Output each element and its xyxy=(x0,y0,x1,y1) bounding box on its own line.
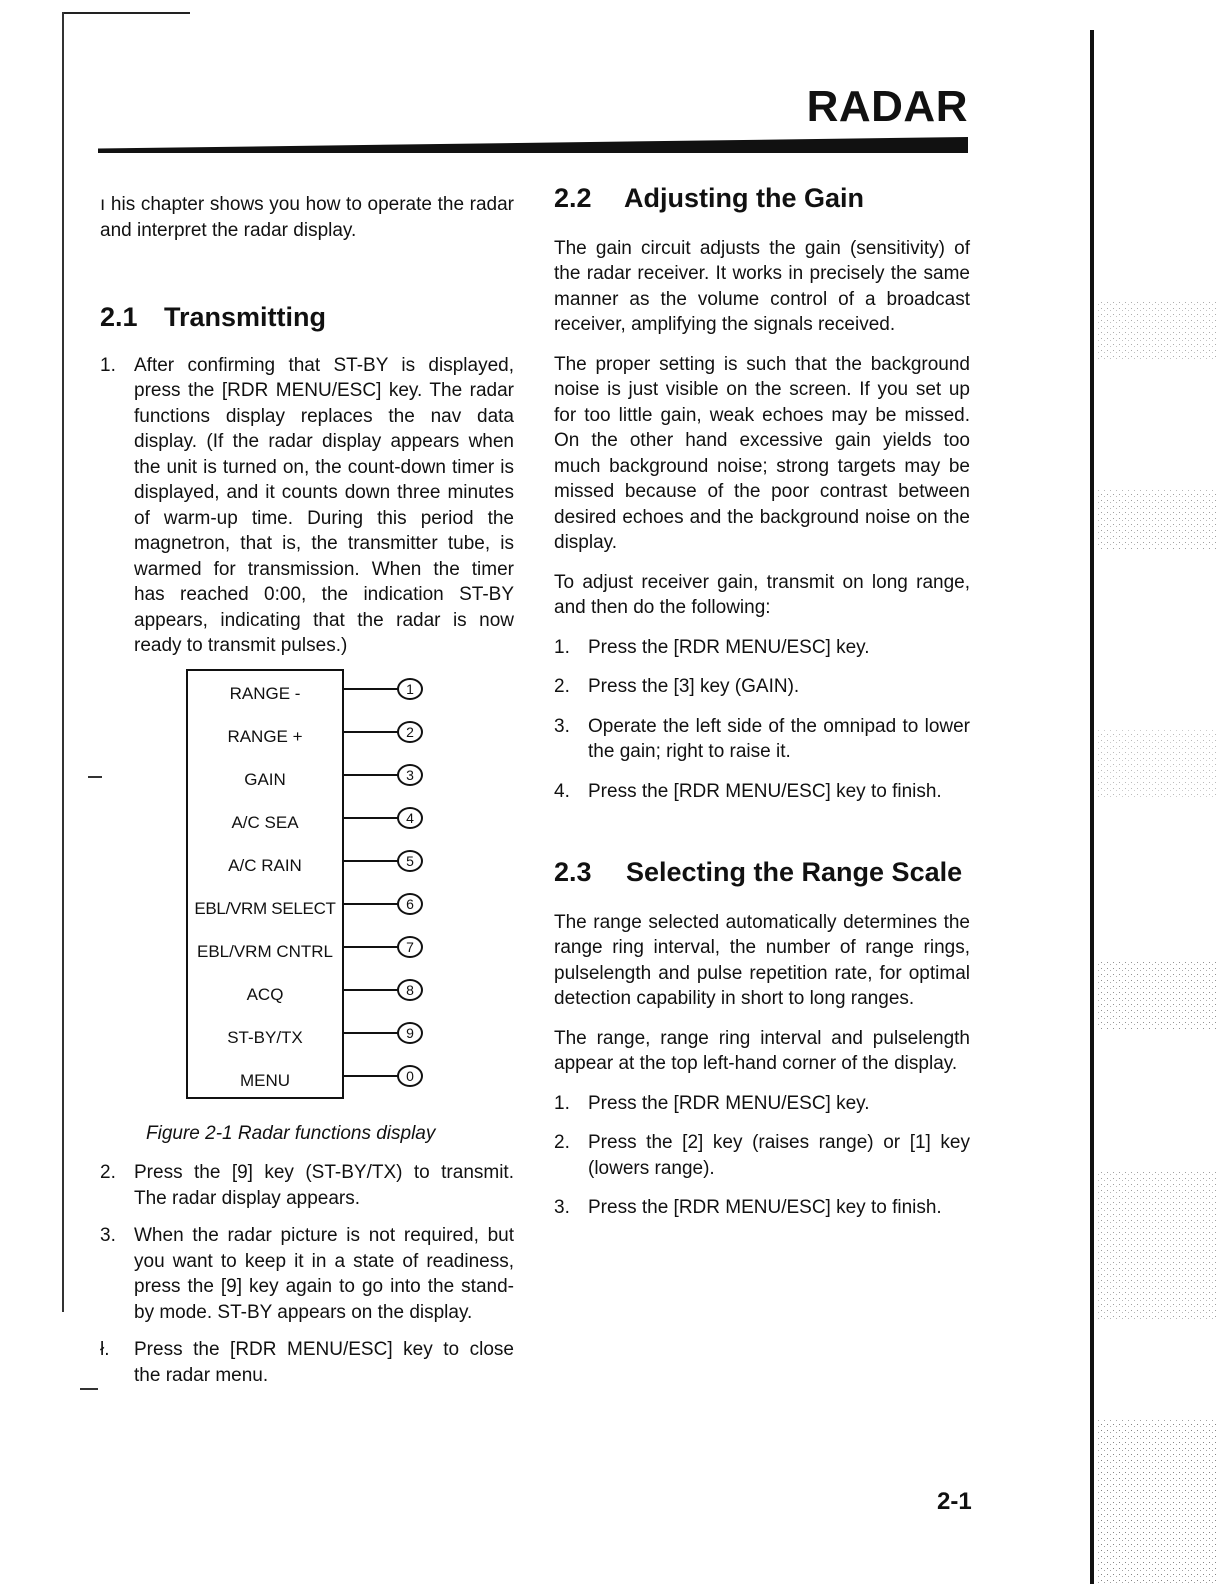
chapter-title: RADAR xyxy=(806,82,968,131)
transmit-steps xyxy=(100,353,514,659)
item-number: 3. xyxy=(554,1197,570,1218)
item-number: ł. xyxy=(100,1339,110,1360)
title-rule xyxy=(98,137,968,153)
fig-label: ST-BY/TX xyxy=(227,1027,303,1047)
key-7-circle: 7 xyxy=(397,936,423,958)
fig-label: EBL/VRM SELECT xyxy=(194,898,336,918)
leader-line xyxy=(343,688,399,690)
list-item xyxy=(554,779,970,805)
transmit-steps-continued xyxy=(100,1160,514,1388)
item-number: 1. xyxy=(554,1092,570,1114)
margin-dash xyxy=(80,1388,98,1390)
leader-line xyxy=(343,903,399,905)
list-item xyxy=(554,1130,970,1181)
gain-steps xyxy=(554,635,970,805)
paragraph: The gain circuit adjusts the gain (sensitivity) of the radar receiver. It works in precisely the same manner as the volume control of a broadcast receiver, amplifying the signals received. xyxy=(554,237,970,335)
item-text: Press the [RDR MENU/ESC] key to finish. xyxy=(588,780,942,802)
fig-label: A/C SEA xyxy=(231,812,299,832)
intro-paragraph: ı his chapter shows you how to operate the radar and interpret the radar display. xyxy=(100,194,514,241)
section-number: 2.2 xyxy=(554,183,592,213)
section-title: Adjusting the Gain xyxy=(624,183,864,213)
key-6-circle: 6 xyxy=(397,893,423,915)
fig-label: MENU xyxy=(239,1070,291,1090)
key-5-circle: 5 xyxy=(397,850,423,872)
key-2-circle: 2 xyxy=(397,721,423,743)
item-text: Press the [2] key (raises range) or [1] key (lowers range). xyxy=(588,1132,970,1179)
left-margin-rule xyxy=(62,12,64,1312)
fig-label: RANGE + xyxy=(227,726,303,746)
list-item xyxy=(554,714,970,765)
section-number: 2.3 xyxy=(554,857,592,887)
item-number: 1. xyxy=(554,636,570,658)
item-text: Press the [RDR MENU/ESC] key to finish. xyxy=(588,1197,942,1218)
item-text: Press the [3] key (GAIN). xyxy=(588,676,800,697)
item-text: Operate the left side of the omnipad to lower the gain; right to raise it. xyxy=(588,715,970,762)
item-number: 2. xyxy=(100,1162,116,1183)
key-0-circle: 0 xyxy=(397,1065,423,1087)
item-text: Press the [RDR MENU/ESC] key. xyxy=(588,636,870,658)
fig-label: RANGE - xyxy=(229,683,301,703)
fig-label: ACQ xyxy=(246,984,284,1004)
key-4-circle: 4 xyxy=(397,807,423,829)
fig-label: EBL/VRM CNTRL xyxy=(196,941,334,961)
section-heading xyxy=(554,857,970,887)
list-item xyxy=(100,1337,514,1388)
leader-line xyxy=(343,989,399,991)
item-number: 4. xyxy=(554,780,570,802)
paragraph: The proper setting is such that the background noise is just visible on the screen. If you set up for too little gain, weak echoes may be missed. On the other hand excessive gain yields too much background noise; strong targets may be missed because of the poor contrast between desired echoes and the background noise on the display. xyxy=(554,353,970,553)
list-item xyxy=(554,1195,970,1221)
paragraph: To adjust receiver gain, transmit on long range, and then do the following: xyxy=(554,571,970,618)
fig-label: GAIN xyxy=(244,769,286,789)
list-item xyxy=(100,1160,514,1211)
item-text: Press the [9] key (ST-BY/TX) to transmit. The radar display appears. xyxy=(134,1162,514,1209)
item-text: Press the [RDR MENU/ESC] key. xyxy=(588,1092,870,1114)
right-column xyxy=(554,183,970,1221)
item-text: When the radar picture is not required, but you want to keep it in a state of readiness, press the [9] key again to go into the stand-by mode. ST-BY appears on the display. xyxy=(134,1225,514,1323)
page-number: 2-1 xyxy=(937,1488,972,1515)
radar-functions-figure xyxy=(100,669,514,1107)
section-title: Transmitting xyxy=(164,302,327,332)
section-heading xyxy=(100,302,514,332)
item-text: Press the [RDR MENU/ESC] key to close the radar menu. xyxy=(134,1339,514,1386)
list-item xyxy=(100,353,514,659)
list-item xyxy=(554,674,970,700)
leader-line xyxy=(343,817,399,819)
item-number: 1. xyxy=(100,354,116,376)
paragraph: The range selected automatically determines the range ring interval, the number of range rings, pulselength and pulse repetition rate, for optimal detection capability in short to long ranges. xyxy=(554,911,970,1009)
scan-edge-line xyxy=(1090,30,1094,1584)
leader-line xyxy=(343,860,399,862)
list-item xyxy=(554,1091,970,1117)
item-number: 3. xyxy=(100,1225,116,1246)
leader-line xyxy=(343,946,399,948)
item-number: 2. xyxy=(554,676,570,697)
item-text: After confirming that ST-BY is displayed, press the [RDR MENU/ESC] key. The radar functions display replaces the nav data display. (If the radar display appears when the unit is turned on, the count-down timer is displayed, and it counts down three minutes of warm-up time. During this period the magnetron, that is, the transmitter tube, is warmed for transmission. When the timer has reached 0:00, the indication ST-BY appears, indicating that the radar is now ready to transmit pulses.) xyxy=(134,354,514,656)
fig-label: A/C RAIN xyxy=(228,855,302,875)
section-heading xyxy=(554,183,970,213)
leader-line xyxy=(343,731,399,733)
scan-edge-noise xyxy=(1088,0,1224,1584)
key-8-circle: 8 xyxy=(397,979,423,1001)
top-corner-mark xyxy=(62,12,190,14)
section-title: Selecting the Range Scale xyxy=(626,857,963,887)
key-3-circle: 3 xyxy=(397,764,423,786)
leader-line xyxy=(343,1032,399,1034)
section-number: 2.1 xyxy=(100,302,138,332)
list-item xyxy=(100,1223,514,1325)
functions-box xyxy=(186,669,344,1099)
leader-line xyxy=(343,774,399,776)
left-column xyxy=(100,186,514,1388)
key-1-circle: 1 xyxy=(397,678,423,700)
range-steps xyxy=(554,1091,970,1221)
leader-line xyxy=(343,1075,399,1077)
item-number: 2. xyxy=(554,1132,570,1153)
figure-caption: Figure 2-1 Radar functions display xyxy=(146,1122,436,1144)
key-9-circle: 9 xyxy=(397,1022,423,1044)
paragraph: The range, range ring interval and pulselength appear at the top left-hand corner of the display. xyxy=(554,1027,970,1074)
list-item xyxy=(554,635,970,661)
item-number: 3. xyxy=(554,715,570,737)
